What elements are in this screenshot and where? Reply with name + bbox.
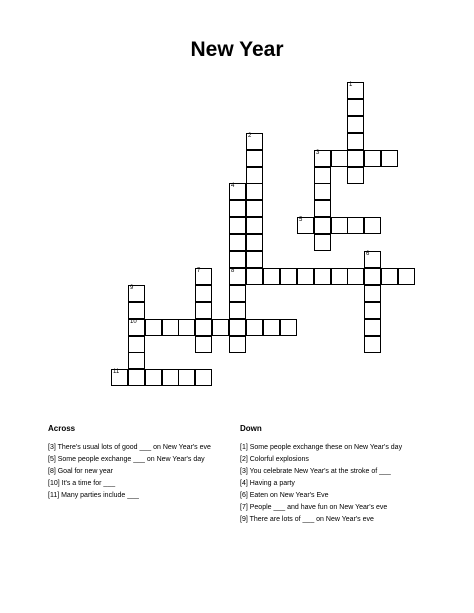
clue-number-label: [3] — [240, 468, 248, 475]
down-clue — [240, 443, 430, 452]
grid-cell[interactable] — [178, 319, 195, 336]
grid-cell[interactable] — [162, 319, 179, 336]
grid-cell[interactable] — [314, 150, 331, 167]
grid-cell[interactable] — [246, 150, 263, 167]
grid-cell[interactable] — [111, 369, 128, 386]
grid-cell[interactable] — [229, 268, 246, 285]
across-clue — [48, 455, 233, 464]
down-clue — [240, 455, 430, 464]
clue-number-label: [3] — [48, 444, 56, 451]
grid-cell[interactable] — [381, 150, 398, 167]
grid-cell[interactable] — [331, 150, 348, 167]
clue-text: There's usual lots of good ___ on New Year's eve — [55, 444, 211, 451]
clue-number-label: [9] — [240, 516, 248, 523]
grid-cell[interactable] — [364, 251, 381, 268]
grid-cell[interactable] — [145, 319, 162, 336]
grid-cell[interactable] — [246, 133, 263, 150]
clue-text: Goal for new year — [55, 468, 113, 475]
clue-number: 5 — [299, 217, 303, 223]
grid-cell[interactable] — [398, 268, 415, 285]
down-clue-list — [240, 443, 430, 527]
grid-cell[interactable] — [195, 285, 212, 302]
grid-cell[interactable] — [347, 99, 364, 116]
clue-text: Eaten on New Year's Eve — [247, 492, 329, 499]
grid-cell[interactable] — [246, 183, 263, 200]
clue-text: Some people exchange ___ on New Year's day — [55, 456, 205, 463]
across-clue — [48, 479, 233, 488]
clue-text: It's a time for ___ — [59, 480, 116, 487]
clue-number: 8 — [231, 268, 235, 274]
grid-cell[interactable] — [314, 200, 331, 217]
across-clue-list — [48, 443, 233, 503]
across-clue — [48, 467, 233, 476]
clue-text: You celebrate New Year's at the stroke of ___ — [247, 468, 391, 475]
grid-cell[interactable] — [229, 234, 246, 251]
grid-cell[interactable] — [162, 369, 179, 386]
grid-cell[interactable] — [128, 352, 145, 369]
grid-cell[interactable] — [297, 217, 314, 234]
grid-cell[interactable] — [128, 302, 145, 319]
grid-cell[interactable] — [314, 217, 331, 234]
grid-cell[interactable] — [347, 82, 364, 99]
clue-number-label: [6] — [240, 492, 248, 499]
grid-cell[interactable] — [229, 200, 246, 217]
clue-number-label: [8] — [48, 468, 56, 475]
clue-number: 7 — [197, 268, 201, 274]
grid-cell[interactable] — [364, 268, 381, 285]
grid-cell[interactable] — [347, 268, 364, 285]
grid-cell[interactable] — [347, 167, 364, 184]
clue-number-label: [1] — [240, 444, 248, 451]
grid-cell[interactable] — [347, 217, 364, 234]
grid-cell[interactable] — [128, 319, 145, 336]
across-clue — [48, 443, 233, 452]
grid-cell[interactable] — [128, 285, 145, 302]
across-clue — [48, 491, 233, 500]
clue-text: Having a party — [247, 480, 295, 487]
grid-cell[interactable] — [229, 319, 246, 336]
grid-cell[interactable] — [246, 167, 263, 184]
grid-cell[interactable] — [145, 369, 162, 386]
across-heading: Across — [48, 424, 76, 433]
clue-number: 6 — [366, 251, 370, 257]
grid-cell[interactable] — [229, 217, 246, 234]
clue-text: There are lots of ___ on New Year's eve — [247, 516, 374, 523]
grid-cell[interactable] — [297, 268, 314, 285]
clue-number: 10 — [130, 319, 137, 325]
down-clue — [240, 503, 430, 512]
clue-number-label: [2] — [240, 456, 248, 463]
grid-cell[interactable] — [246, 268, 263, 285]
grid-cell[interactable] — [246, 234, 263, 251]
grid-cell[interactable] — [128, 336, 145, 353]
clue-number-label: [11] — [48, 492, 60, 499]
down-clue — [240, 491, 430, 500]
grid-cell[interactable] — [195, 319, 212, 336]
grid-cell[interactable] — [229, 183, 246, 200]
grid-cell[interactable] — [212, 319, 229, 336]
clue-number-label: [7] — [240, 504, 248, 511]
grid-cell[interactable] — [331, 268, 348, 285]
clue-number-label: [5] — [48, 456, 56, 463]
grid-cell[interactable] — [229, 251, 246, 268]
grid-cell[interactable] — [263, 268, 280, 285]
grid-cell[interactable] — [347, 133, 364, 150]
clue-number: 4 — [231, 183, 235, 189]
grid-cell[interactable] — [263, 319, 280, 336]
clue-number: 11 — [113, 369, 120, 375]
grid-cell[interactable] — [229, 285, 246, 302]
down-clue — [240, 467, 430, 476]
grid-cell[interactable] — [347, 150, 364, 167]
grid-cell[interactable] — [364, 319, 381, 336]
grid-cell[interactable] — [128, 369, 145, 386]
grid-cell[interactable] — [364, 150, 381, 167]
down-clue — [240, 515, 430, 524]
grid-cell[interactable] — [314, 167, 331, 184]
grid-cell[interactable] — [195, 302, 212, 319]
grid-cell[interactable] — [229, 336, 246, 353]
clue-number-label: [10] — [48, 480, 60, 487]
clue-number: 2 — [248, 133, 252, 139]
clue-text: People ___ and have fun on New Year's eve — [247, 504, 388, 511]
grid-cell[interactable] — [195, 336, 212, 353]
grid-cell[interactable] — [314, 234, 331, 251]
grid-cell[interactable] — [195, 369, 212, 386]
down-heading: Down — [240, 424, 262, 433]
grid-cell[interactable] — [364, 302, 381, 319]
grid-cell[interactable] — [246, 251, 263, 268]
grid-cell[interactable] — [246, 217, 263, 234]
grid-cell[interactable] — [280, 319, 297, 336]
grid-cell[interactable] — [229, 302, 246, 319]
grid-cell[interactable] — [195, 268, 212, 285]
grid-cell[interactable] — [364, 285, 381, 302]
grid-cell[interactable] — [347, 116, 364, 133]
clue-number: 9 — [130, 285, 134, 291]
grid-cell[interactable] — [178, 369, 195, 386]
clue-text: Many parties include ___ — [59, 492, 139, 499]
clue-number: 1 — [349, 82, 353, 88]
grid-cell[interactable] — [314, 183, 331, 200]
grid-cell[interactable] — [246, 319, 263, 336]
clue-text: Some people exchange these on New Year's day — [247, 444, 403, 451]
grid-cell[interactable] — [280, 268, 297, 285]
grid-cell[interactable] — [364, 217, 381, 234]
grid-cell[interactable] — [246, 200, 263, 217]
down-clue — [240, 479, 430, 488]
grid-cell[interactable] — [381, 268, 398, 285]
clue-number: 3 — [316, 150, 320, 156]
grid-cell[interactable] — [314, 268, 331, 285]
grid-cell[interactable] — [331, 217, 348, 234]
puzzle-title: New Year — [190, 38, 284, 61]
clue-number-label: [4] — [240, 480, 248, 487]
clue-text: Colorful explosions — [247, 456, 309, 463]
grid-cell[interactable] — [364, 336, 381, 353]
